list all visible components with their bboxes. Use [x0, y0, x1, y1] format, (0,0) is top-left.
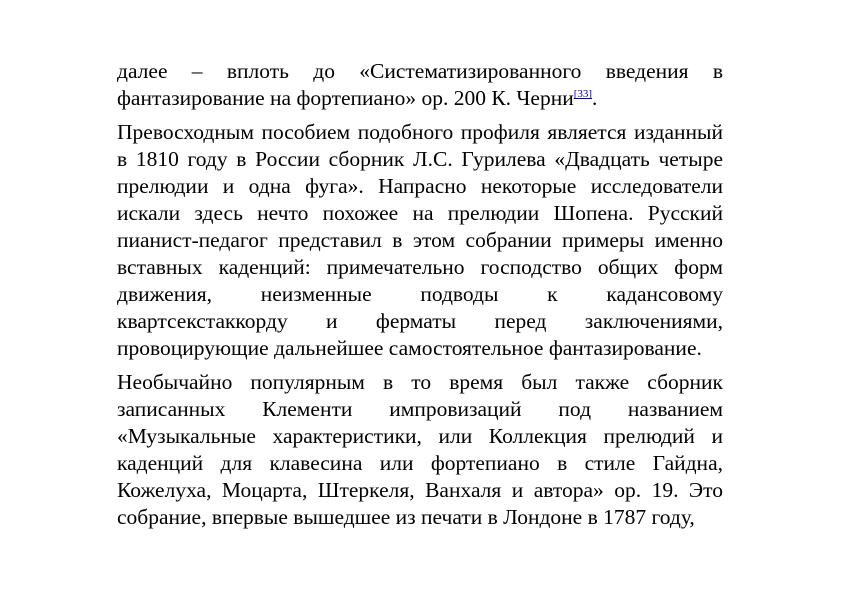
paragraph-1-text: далее – вплоть до «Систематизированного введения в фантазирование на фортепиано» ор. 200 К. Черни [117, 59, 723, 110]
footnote-link[interactable]: [33] [573, 88, 593, 100]
paragraph-3: Необычайно популярным в то время был также сборник записанных Клементи импровизаций под названием «Музыкальные характеристики, или Коллекция прелюдий и каденций для клавесина или фортепиано в стиле Гайдна, Кожелуха, Моцарта, Штеркеля, Ванхаля и автора» ор. 19. Это собрание, впервые вышедшее из печати в Лондоне в 1787 году, [117, 370, 723, 529]
paragraph-1 [117, 58, 723, 112]
paragraph-1-tail: . [592, 86, 598, 110]
paragraph-2: Превосходным пособием подобного профиля является изданный в 1810 году в России сборник Л.С. Гурилева «Двадцать четыре прелюдии и одна фуга». Напрасно некоторые исследователи искали здесь нечто похожее на прелюдии Шопена. Русский пианист-педагог представил в этом собрании примеры именно вставных каденций: примечательно господство общих форм движения, неизменные подводы к кадансовому квартсекстаккорду и ферматы перед заключениями, провоцирующие дальнейшее самостоятельное фантазирование. [117, 120, 723, 360]
body-text [117, 58, 723, 531]
